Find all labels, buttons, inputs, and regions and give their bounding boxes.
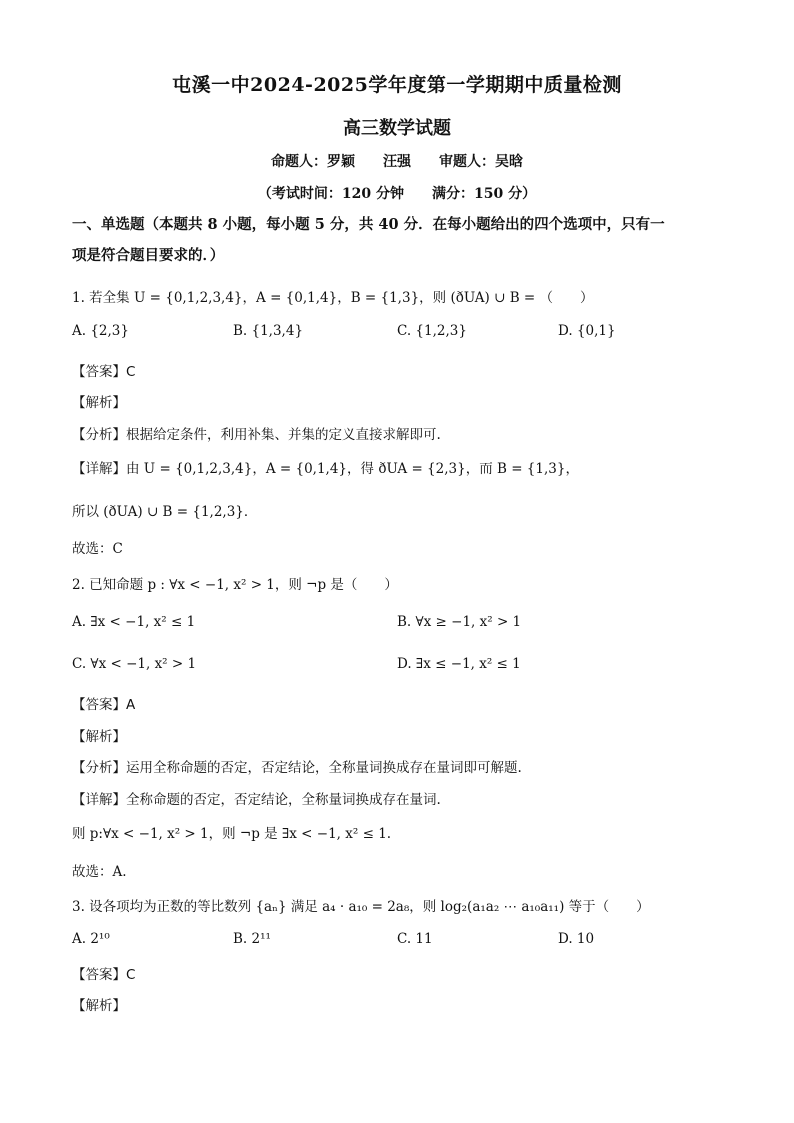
q1-option-d: D. {0,1} [558, 323, 616, 339]
section-heading-line1: 一、单选题（本题共 8 小题，每小题 5 分，共 40 分．在每小题给出的四个选项中，只有一 [72, 216, 665, 233]
q1-answer: 【答案】C [72, 364, 136, 380]
q2-detail: 【详解】全称命题的否定，否定结论，全称量词换成存在量词. [72, 792, 441, 808]
q1-option-b: B. {1,3,4} [233, 323, 304, 339]
q3-jiexi: 【解析】 [72, 998, 126, 1014]
q2-option-b: B. ∀x ≥ −1, x² > 1 [397, 614, 522, 630]
q3-stem: 3. 设各项均为正数的等比数列 {aₙ} 满足 a₄ · a₁₀ = 2a₈，则 log₂(a₁a₂ ⋯ a₁₀a₁₁) 等于（ ） [72, 899, 650, 915]
q2-answer: 【答案】A [72, 697, 136, 713]
q1-jiexi: 【解析】 [72, 395, 126, 411]
q1-detail: 【详解】由 U = {0,1,2,3,4}，A = {0,1,4}，得 ðUA = {2,3}，而 B = {1,3}， [72, 461, 579, 477]
q3-answer: 【答案】C [72, 967, 136, 983]
exam-subtitle: 高三数学试题 [343, 118, 451, 139]
q2-stem: 2. 已知命题 p : ∀x < −1, x² > 1，则 ¬p 是（ ） [72, 577, 398, 593]
section-heading-line2: 项是符合题目要求的．） [72, 247, 225, 264]
q3-option-b: B. 2¹¹ [233, 931, 271, 947]
q2-jiexi: 【解析】 [72, 729, 126, 745]
q3-option-d: D. 10 [558, 931, 595, 947]
exam-authors: 命题人：罗颖 汪强 审题人：吴晗 [271, 154, 523, 170]
q2-option-d: D. ∃x ≤ −1, x² ≤ 1 [397, 656, 521, 672]
q1-choice: 故选：C [72, 541, 123, 557]
q1-stem: 1. 若全集 U = {0,1,2,3,4}，A = {0,1,4}，B = {1,3}，则 (ðUA) ∪ B = （ ） [72, 290, 594, 306]
q1-option-c: C. {1,2,3} [397, 323, 467, 339]
q2-option-a: A. ∃x < −1, x² ≤ 1 [72, 614, 196, 630]
q2-analysis: 【分析】运用全称命题的否定，否定结论，全称量词换成存在量词即可解题. [72, 760, 522, 776]
q1-option-a: A. {2,3} [72, 323, 129, 339]
q3-option-c: C. 11 [397, 931, 433, 947]
q2-choice: 故选：A. [72, 864, 127, 880]
exam-info: （考试时间：120 分钟 满分：150 分） [257, 186, 537, 202]
exam-title: 屯溪一中2024-2025学年度第一学期期中质量检测 [172, 74, 622, 96]
q1-conclusion: 所以 (ðUA) ∪ B = {1,2,3}． [72, 504, 258, 520]
q2-option-c: C. ∀x < −1, x² > 1 [72, 656, 197, 672]
q3-option-a: A. 2¹⁰ [72, 931, 110, 947]
q2-conclusion: 则 p:∀x < −1, x² > 1，则 ¬p 是 ∃x < −1, x² ≤ 1. [72, 826, 392, 842]
q1-analysis: 【分析】根据给定条件，利用补集、并集的定义直接求解即可. [72, 427, 441, 443]
